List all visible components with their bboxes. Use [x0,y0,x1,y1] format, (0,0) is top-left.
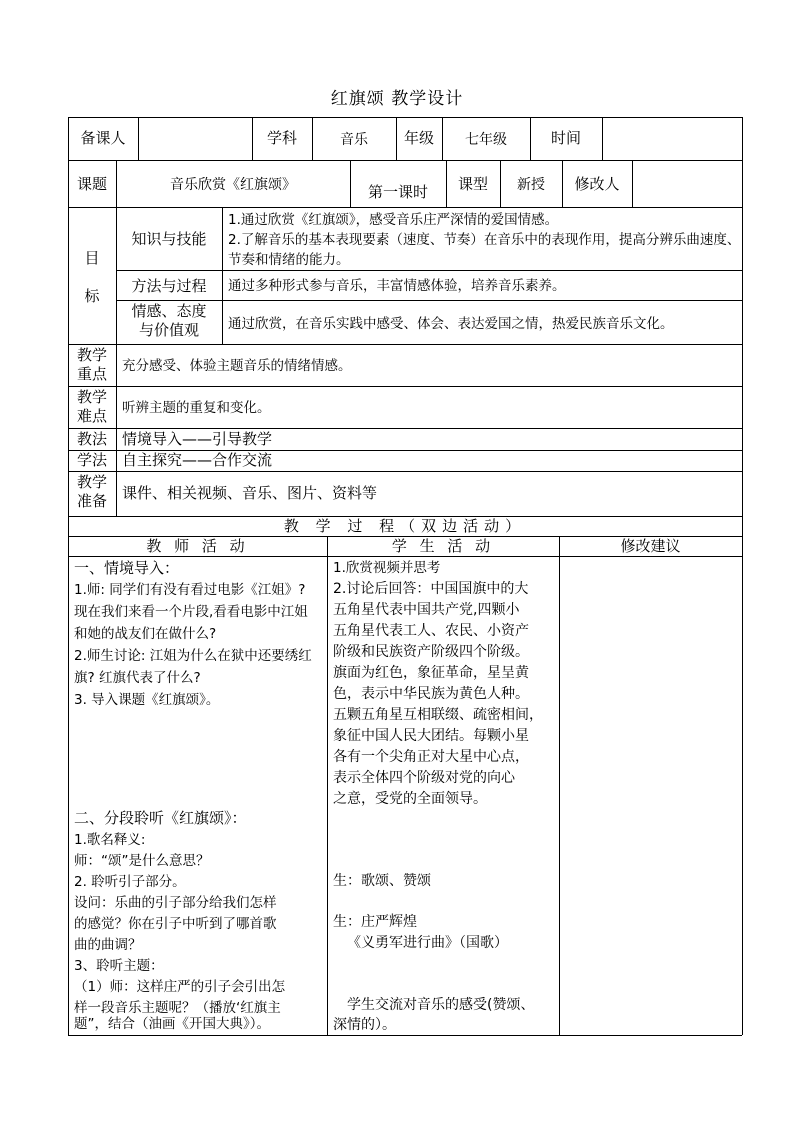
goals-label-top: 目 [84,249,100,267]
student-line: 五角星代表工人、农民、小资产 [333,623,529,639]
prep-label [68,473,116,511]
student-line: 旗面为红色，象征革命，星呈黄 [333,665,529,681]
student-line: 之意，受党的全面领导。 [333,791,487,807]
table-border-top [68,117,742,118]
learning-label: 学法 [76,451,107,469]
col-line [138,117,139,160]
table-border-right [742,117,743,1035]
col-line [602,117,603,160]
focus-value: 充分感受、体验主题音乐的情绪情感。 [122,358,352,374]
suggestion-cell[interactable] [560,557,741,1034]
teacher-line: 一、情境导入： [74,559,180,577]
student-line: 1.欣赏视频并思考 [333,560,441,576]
focus-label-line: 教学 [76,346,107,364]
subject-label: 学科 [266,129,297,147]
goal-name-method: 方法与过程 [131,277,207,295]
reviser-label: 修改人 [574,175,620,193]
period-value[interactable]: 第一课时 [367,183,428,201]
subject-value[interactable]: 音乐 [340,132,368,148]
col-line [327,536,328,1035]
teacher-line: 旗? 红旗代表了什么? [74,670,201,686]
teacher-line: 题”，结合（油画《开国大典》）。 [74,1016,270,1032]
student-column-header: 学 生 活 动 [391,537,495,555]
teacher-line: 的感觉？你在引子中听到了哪首歌 [74,916,277,932]
topic-label: 课题 [76,175,107,193]
teacher-line: 现在我们来看一个片段,看看电影中江姐 [74,604,308,620]
teacher-line: 2.师生讨论: 江姐为什么在狱中还要绣红 [74,648,312,664]
teacher-line: 样一段音乐主题呢？（播放‘红旗主 [74,1000,281,1016]
difficulty-label-line: 难点 [76,407,107,425]
method-label: 教法 [76,430,107,448]
teacher-line: 1.师: 同学们有没有看过电影《江姐》? [74,582,306,598]
topic-value[interactable]: 音乐欣赏《红旗颂》 [170,177,296,193]
suggest-column-header: 修改建议 [620,537,681,555]
grade-value[interactable]: 七年级 [465,132,507,148]
student-line: 各有一个尖角正对大星中心点， [333,749,529,765]
row-line [68,386,742,387]
goal-emotion-line: 通过欣赏，在音乐实践中感受、体会、表达爱国之情，热爱民族音乐文化。 [228,316,674,332]
row-line [68,471,742,472]
goal-name-knowledge: 知识与技能 [131,230,207,248]
teacher-line: 师：“颂”是什么意思？ [74,853,210,869]
method-value: 情境导入——引导教学 [122,430,273,448]
goal-name-emotion-line: 情感、态度 [131,302,207,320]
goal-knowledge-line: 2.了解音乐的基本表现要素（速度、节奏）在音乐中的表现作用，提高分辨乐曲速度、 [228,232,741,248]
learning-value: 自主探究——合作交流 [122,451,273,469]
type-label: 课型 [457,175,488,193]
goal-name-emotion-line: 与价值观 [138,321,199,339]
student-line: 色，表示中华民族为黄色人种。 [333,686,529,702]
teacher-line: （1）师：这样庄严的引子会引出怎 [74,979,286,995]
student-line: 五颗五角星互相联缀、疏密相间， [333,707,543,723]
preparer-label: 备课人 [80,129,126,147]
student-line: 学生交流对音乐的感受(赞颂、 [347,997,535,1013]
prep-label-line: 准备 [76,492,107,510]
student-line: 表示全体四个阶级对党的向心 [333,770,515,786]
table-border-bottom [68,1035,742,1036]
teacher-column-header: 教 师 活 动 [146,537,249,555]
col-line [116,344,117,516]
difficulty-value: 听辨主题的重复和变化。 [122,400,271,416]
row-line [68,344,742,345]
prep-label-line: 教学 [76,473,107,491]
row-line [68,160,742,161]
row-line [116,300,742,301]
type-value[interactable]: 新授 [517,177,545,193]
teacher-line: 1.歌名释义: [74,832,146,848]
goal-method-line: 通过多种形式参与音乐，丰富情感体验，培养音乐素养。 [228,278,566,294]
teacher-line: 曲的曲调？ [74,937,142,953]
teacher-line: 二、分段聆听《红旗颂》： [74,809,247,827]
goal-knowledge-line: 1.通过欣赏《红旗颂》，感受音乐庄严深情的爱国情感。 [228,212,559,228]
teacher-line: 3. 导入课题《红旗颂》。 [74,692,220,708]
student-line: 《义勇军进行曲》（国歌） [347,935,508,951]
difficulty-label [68,388,116,426]
process-header: 教 学 过 程（双边活动） [283,517,527,535]
teacher-line: 2. 聆听引子部分。 [74,874,186,890]
student-line: 2.讨论后回答：中国国旗中的大 [333,581,529,597]
teacher-line: 设问：乐曲的引子部分给我们怎样 [74,895,277,911]
focus-label [68,346,116,384]
time-label: 时间 [550,129,581,147]
teacher-line: 3、聆听主题： [74,958,164,974]
student-line: 阶级和民族资产阶级四个阶级。 [333,644,529,660]
teacher-line: 和她的战友们在做什么? [74,626,217,642]
goal-name-emotion [116,302,222,340]
focus-label-line: 重点 [76,365,107,383]
student-line: 深情的）。 [333,1017,396,1033]
row-line [116,270,742,271]
difficulty-label-line: 教学 [76,388,107,406]
page-title: 红旗颂 教学设计 [330,89,464,109]
prep-value: 课件、相关视频、音乐、图片、资料等 [122,484,378,502]
col-line [632,160,633,207]
student-line: 五角星代表中国共产党,四颗小 [333,602,520,618]
student-line: 生：歌颂、赞颂 [333,873,431,889]
student-line: 象征中国人民大团结。每颗小星 [333,728,529,744]
col-line [222,207,223,344]
row-line [68,207,742,208]
student-line: 生：庄严辉煌 [333,914,417,930]
goals-label-bottom: 标 [84,287,100,305]
grade-label: 年级 [403,129,434,147]
goal-knowledge-line: 节奏和情绪的能力。 [228,252,350,268]
